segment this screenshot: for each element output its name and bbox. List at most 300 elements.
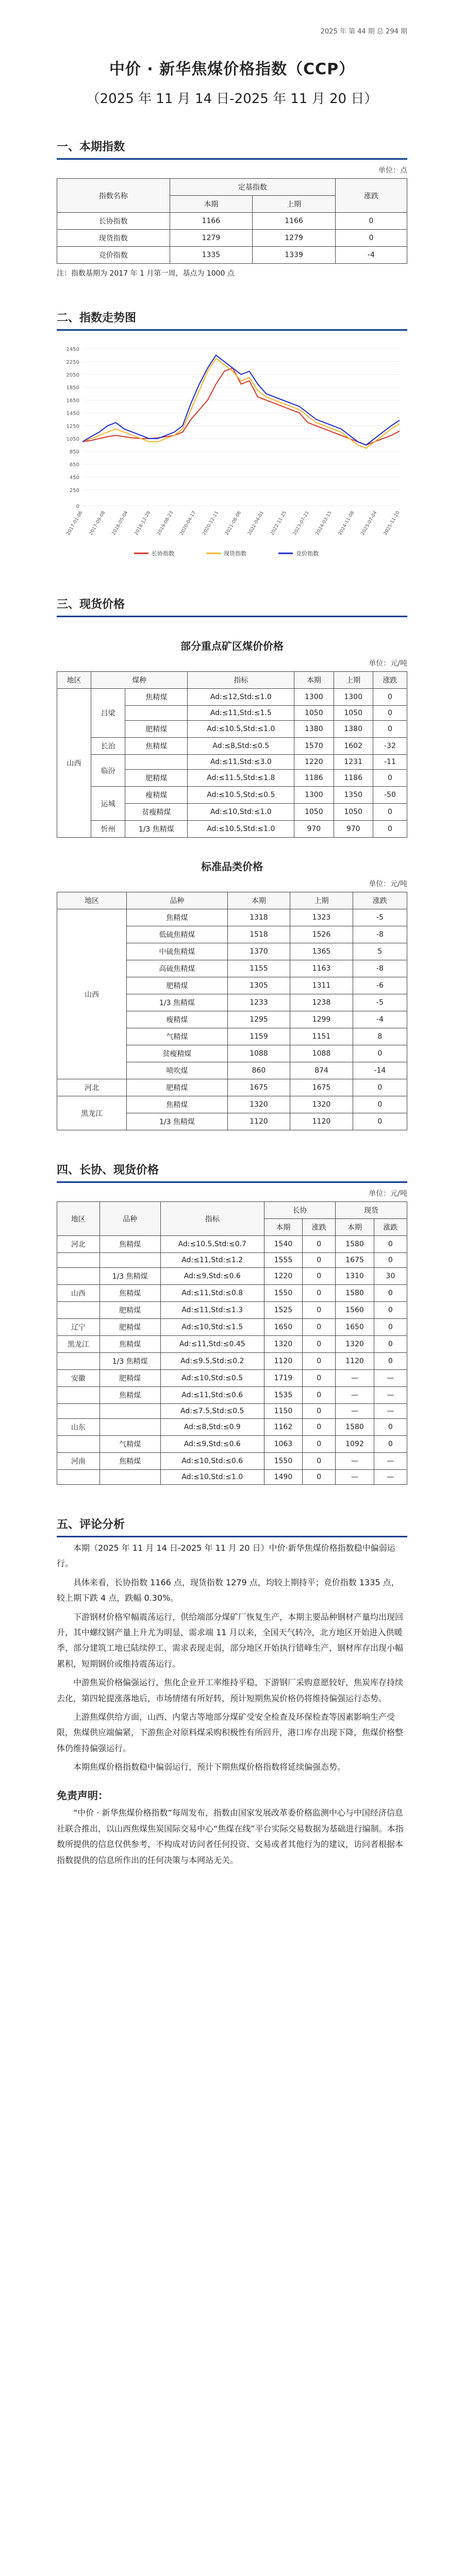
cell: Ad:≤10.5,Std:≤0.5 — [188, 787, 294, 804]
table-row — [57, 1253, 407, 1268]
cell: 河北 — [57, 1079, 127, 1096]
y-tick-label: 850 — [69, 449, 79, 455]
cell: 1675 — [290, 1079, 353, 1096]
y-tick-label: 0 — [76, 504, 79, 510]
cell: 焦精煤 — [125, 738, 188, 755]
header-cell: 指数名称 — [57, 179, 170, 213]
cell: 0 — [373, 721, 407, 738]
header-cell: 指标 — [160, 1202, 264, 1236]
header-cell: 本期 — [294, 672, 334, 689]
header-cell: 本期 — [170, 196, 253, 213]
cell: 焦精煤 — [100, 1336, 160, 1353]
cell: 1166 — [170, 213, 253, 230]
cell: 运城 — [91, 787, 125, 821]
cell: -4 — [353, 1011, 407, 1028]
header-cell: 涨跌 — [335, 179, 407, 213]
y-tick-label: 450 — [69, 474, 79, 481]
cell: 1186 — [294, 770, 334, 787]
cell: -8 — [353, 926, 407, 943]
table-row — [57, 1353, 407, 1370]
cell: 喷吹煤 — [127, 1062, 227, 1079]
cell: 0 — [303, 1370, 336, 1387]
cell: 0 — [374, 1285, 407, 1302]
header-cell: 本期 — [264, 1219, 302, 1236]
cell: Ad:≤10.5,Std:≤1.0 — [188, 721, 294, 738]
header-cell: 指标 — [188, 672, 294, 689]
cell: 0 — [303, 1253, 336, 1268]
cell: 肥精煤 — [100, 1319, 160, 1336]
cell: Ad:≤11,Std:≤1.3 — [160, 1302, 264, 1319]
cell: — — [374, 1370, 407, 1387]
table-row — [57, 1285, 407, 1302]
header-cell: 地区 — [57, 672, 91, 689]
cell: 1155 — [227, 960, 290, 977]
cell: Ad:≤10,Std:≤0.6 — [160, 1453, 264, 1470]
cell: 1159 — [227, 1028, 290, 1045]
x-tick-label: 2025-11-20 — [383, 510, 401, 536]
y-tick-label: 1850 — [66, 385, 79, 391]
cell: Ad:≤12,Std:≤1.0 — [188, 689, 294, 706]
cell: 长治 — [91, 738, 125, 755]
cell: 0 — [374, 1436, 407, 1453]
cell: Ad:≤10,Std:≤1.0 — [160, 1470, 264, 1485]
cell: 肥精煤 — [125, 721, 188, 738]
cell: 1/3 焦精煤 — [127, 994, 227, 1011]
cell: 0 — [353, 1079, 407, 1096]
cell: 1380 — [334, 721, 373, 738]
cell: 1320 — [264, 1336, 302, 1353]
cell: 1320 — [336, 1336, 374, 1353]
header-cell: 品种 — [100, 1202, 160, 1236]
cell: 0 — [303, 1436, 336, 1453]
table-title: 标准品类价格 — [201, 860, 263, 873]
cell: 0 — [373, 821, 407, 838]
cell: Ad:≤11,Std:≤1.2 — [160, 1253, 264, 1268]
table-row — [57, 213, 407, 230]
header-cell: 上期 — [253, 196, 336, 213]
x-tick-label: 2021-08-06 — [224, 510, 243, 536]
disclaimer-title: 免责声明： — [57, 1789, 108, 1802]
table-row — [57, 1387, 407, 1404]
cell: 1050 — [334, 706, 373, 721]
x-tick-label: 2017-01-06 — [65, 510, 84, 536]
table-row — [57, 821, 407, 838]
cell: 1650 — [336, 1319, 374, 1336]
cell: 贫瘦精煤 — [127, 1045, 227, 1062]
cell: -5 — [353, 994, 407, 1011]
cell: Ad:≤10.5,Std:≤0.7 — [160, 1236, 264, 1253]
cell: 860 — [227, 1062, 290, 1079]
unit-label: 单位：元/吨 — [369, 1190, 407, 1198]
cell: 0 — [374, 1336, 407, 1353]
table-row — [57, 1419, 407, 1436]
table-row — [57, 755, 407, 770]
cell: 1650 — [264, 1319, 302, 1336]
cell: 0 — [374, 1419, 407, 1436]
cell — [57, 1436, 100, 1453]
series-line — [82, 359, 400, 448]
y-tick-label: 250 — [69, 487, 79, 494]
cell: 肥精煤 — [127, 977, 227, 994]
cell: 1238 — [290, 994, 353, 1011]
cell: 1050 — [294, 804, 334, 821]
cell: 1318 — [227, 909, 290, 926]
cell: — — [374, 1387, 407, 1404]
header-cell: 上期 — [290, 892, 353, 909]
table-row — [57, 1453, 407, 1470]
cell: — — [336, 1470, 374, 1485]
cell: Ad:≤10,Std:≤0.5 — [160, 1370, 264, 1387]
header-cell: 本期 — [227, 892, 290, 909]
cell: Ad:≤10,Std:≤1.5 — [160, 1319, 264, 1336]
section-heading: 一、本期指数 — [57, 141, 125, 154]
legend-label: 竞价指数 — [296, 550, 319, 557]
cell — [57, 1353, 100, 1370]
index-trend-chart — [57, 341, 407, 565]
cell: 1675 — [336, 1253, 374, 1268]
cell: 山西 — [57, 909, 127, 1079]
cell: 1/3 焦精煤 — [127, 1113, 227, 1130]
table-row — [57, 787, 407, 804]
cell: -14 — [353, 1062, 407, 1079]
y-tick-label: 2250 — [66, 359, 79, 365]
cell: 1526 — [290, 926, 353, 943]
cell: 0 — [374, 1319, 407, 1336]
y-tick-label: 1450 — [66, 411, 79, 417]
header-cell: 现货 — [336, 1202, 407, 1219]
section-heading: 五、评论分析 — [57, 1518, 125, 1531]
spot-key-table — [57, 671, 407, 838]
cell: 黑龙江 — [57, 1096, 127, 1130]
cell: 1580 — [336, 1285, 374, 1302]
table-row — [57, 1236, 407, 1253]
cell — [57, 1404, 100, 1419]
cell: 30 — [374, 1268, 407, 1285]
section-heading: 二、指数走势图 — [57, 312, 137, 325]
cell: 1063 — [264, 1436, 302, 1453]
cell: Ad:≤10,Std:≤1.0 — [188, 804, 294, 821]
cell: 贫瘦精煤 — [125, 804, 188, 821]
cell: 瘦精煤 — [127, 1011, 227, 1028]
cell: 忻州 — [91, 821, 125, 838]
cell: 1279 — [170, 230, 253, 247]
trend-chart-svg — [57, 341, 407, 563]
y-tick-label: 1050 — [66, 436, 79, 443]
cell: 1220 — [264, 1268, 302, 1285]
cell: 1220 — [294, 755, 334, 770]
cell: 中硫焦精煤 — [127, 943, 227, 960]
cell: 0 — [303, 1319, 336, 1336]
cell: 874 — [290, 1062, 353, 1079]
cell: 1050 — [334, 804, 373, 821]
cell: — — [374, 1470, 407, 1485]
cell: 1/3 焦精煤 — [125, 821, 188, 838]
cell: 安徽 — [57, 1370, 100, 1387]
cell: 1535 — [264, 1387, 302, 1404]
index-table — [57, 178, 407, 264]
x-tick-label: 2020-12-11 — [202, 510, 220, 536]
cell: 0 — [303, 1285, 336, 1302]
cell: 1350 — [334, 787, 373, 804]
cell: 1/3 焦精煤 — [100, 1268, 160, 1285]
table-title: 部分重点矿区煤价价格 — [180, 640, 284, 652]
x-tick-label: 2024-11-08 — [337, 510, 356, 536]
header-cell: 涨跌 — [373, 672, 407, 689]
cell: 1310 — [336, 1268, 374, 1285]
report-title: 中价 · 新华焦煤价格指数（CCP） — [109, 60, 355, 78]
header-cell: 地区 — [57, 1202, 100, 1236]
cell: 1233 — [227, 994, 290, 1011]
cell: 肥精煤 — [100, 1370, 160, 1387]
legend-label: 现货指数 — [224, 550, 246, 557]
cell: -8 — [353, 960, 407, 977]
cell: 8 — [353, 1028, 407, 1045]
analysis-paragraph: 下游钢材价格窄幅震荡运行，供给端部分煤矿厂恢复生产，本期主要品种钢材产量均出现回升，其中螺纹钢产量上升尤为明显，需求端 11 月以来，全国天气转冷，北方地区开始进入供暖季，部分建筑工地已陆续停工，需求表现走弱，部分地区开始执行错峰生产，钢材库存出现小幅累积，短期钢价或维持震荡运行。 — [57, 1612, 404, 1669]
table-row — [57, 689, 407, 706]
header-cell: 长协 — [264, 1202, 336, 1219]
cell: — — [336, 1404, 374, 1419]
x-tick-label: 2019-08-23 — [156, 510, 175, 536]
cell: 1320 — [227, 1096, 290, 1113]
unit-label: 单位：元/吨 — [369, 659, 407, 668]
cell: — — [374, 1453, 407, 1470]
cell: 焦精煤 — [125, 689, 188, 706]
cell: 1560 — [336, 1302, 374, 1319]
cell: 1231 — [334, 755, 373, 770]
cell: 1166 — [253, 213, 336, 230]
cell: 1088 — [227, 1045, 290, 1062]
section-heading: 三、现货价格 — [57, 598, 125, 611]
table-row — [57, 1370, 407, 1387]
cell: 1120 — [336, 1353, 374, 1370]
cell — [100, 1253, 160, 1268]
cell: 气精煤 — [100, 1436, 160, 1453]
header-cell: 品种 — [127, 892, 227, 909]
cell: 1335 — [170, 247, 253, 264]
analysis — [0, 1540, 464, 1775]
analysis-paragraph: 本期（2025 年 11 月 14 日-2025 年 11 月 20 日）中价·新华焦煤价格指数稳中偏弱运行。 — [57, 1543, 395, 1569]
cell: 1490 — [264, 1470, 302, 1485]
cell: 山西 — [57, 689, 91, 838]
table-row — [57, 1404, 407, 1419]
cell: 1/3 焦精煤 — [100, 1353, 160, 1370]
cell: 0 — [353, 1113, 407, 1130]
cell — [125, 706, 188, 721]
cell: 1570 — [294, 738, 334, 755]
cell: Ad:≤11,Std:≤3.0 — [188, 755, 294, 770]
cell: Ad:≤11.5,Std:≤1.8 — [188, 770, 294, 787]
cell: 河南 — [57, 1453, 100, 1470]
cell: Ad:≤8,Std:≤0.5 — [188, 738, 294, 755]
cell: -11 — [373, 755, 407, 770]
table-row — [57, 738, 407, 755]
cell: 1580 — [336, 1419, 374, 1436]
table-row — [57, 1470, 407, 1485]
x-tick-label: 2025-07-04 — [360, 510, 378, 536]
cell: 1550 — [264, 1285, 302, 1302]
cell: 0 — [335, 213, 407, 230]
table-row — [57, 1302, 407, 1319]
cell: 1163 — [290, 960, 353, 977]
cell: 1518 — [227, 926, 290, 943]
x-tick-label: 2018-12-28 — [134, 510, 152, 536]
header-cell: 上期 — [334, 672, 373, 689]
cell: -4 — [335, 247, 407, 264]
table-row — [57, 1336, 407, 1353]
y-tick-label: 2450 — [66, 347, 79, 352]
cell: — — [336, 1370, 374, 1387]
cell: 0 — [303, 1453, 336, 1470]
cell — [100, 1419, 160, 1436]
cell: 1365 — [290, 943, 353, 960]
cell: 焦精煤 — [127, 1096, 227, 1113]
cell: 1339 — [253, 247, 336, 264]
cell: 1602 — [334, 738, 373, 755]
cell: 焦精煤 — [127, 909, 227, 926]
issue-meta: 2025 年 第 44 期 总 294 期 — [320, 28, 407, 36]
table-row — [57, 1436, 407, 1453]
cell: 1300 — [294, 787, 334, 804]
cell: Ad:≤9.5,Std:≤0.2 — [160, 1353, 264, 1370]
cell: 970 — [294, 821, 334, 838]
cell — [100, 1404, 160, 1419]
cell: 1151 — [290, 1028, 353, 1045]
cell: — — [336, 1387, 374, 1404]
cell: 瘦精煤 — [125, 787, 188, 804]
header-cell: 涨跌 — [303, 1219, 336, 1236]
cell: 1323 — [290, 909, 353, 926]
cell: 0 — [373, 689, 407, 706]
cell: 1120 — [290, 1113, 353, 1130]
cell: 黑龙江 — [57, 1336, 100, 1353]
table-row — [57, 1268, 407, 1285]
long-spot-body — [57, 1236, 407, 1485]
cell: 1150 — [264, 1404, 302, 1419]
cell: 长协指数 — [57, 213, 170, 230]
legend-label: 长协指数 — [152, 550, 174, 557]
header-cell: 涨跌 — [374, 1219, 407, 1236]
cell: 吕梁 — [91, 689, 125, 738]
cell: 低硫焦精煤 — [127, 926, 227, 943]
cell: 0 — [303, 1336, 336, 1353]
cell: 1299 — [290, 1011, 353, 1028]
cell: 1092 — [336, 1436, 374, 1453]
cell: 1380 — [294, 721, 334, 738]
table-row — [57, 247, 407, 264]
cell: 焦精煤 — [100, 1236, 160, 1253]
y-tick-label: 2050 — [66, 372, 79, 378]
cell: 肥精煤 — [100, 1302, 160, 1319]
cell: 970 — [334, 821, 373, 838]
cell: 1088 — [290, 1045, 353, 1062]
table-row — [57, 1319, 407, 1336]
x-tick-label: 2024-03-15 — [314, 510, 333, 536]
cell: 现货指数 — [57, 230, 170, 247]
x-tick-label: 2023-07-21 — [292, 510, 310, 536]
report-period: （2025 年 11 月 14 日-2025 年 11 月 20 日） — [86, 91, 378, 107]
cell: 1305 — [227, 977, 290, 994]
cell — [57, 1253, 100, 1268]
cell: 1120 — [227, 1113, 290, 1130]
cell: 1555 — [264, 1253, 302, 1268]
cell: 高硫焦精煤 — [127, 960, 227, 977]
cell — [57, 1470, 100, 1485]
table-row — [57, 909, 407, 926]
cell — [125, 755, 188, 770]
cell: 1580 — [336, 1236, 374, 1253]
cell: 1675 — [227, 1079, 290, 1096]
cell: 0 — [303, 1387, 336, 1404]
y-tick-label: 650 — [69, 462, 79, 468]
cell: 0 — [353, 1096, 407, 1113]
cell: 肥精煤 — [127, 1079, 227, 1096]
cell: 1719 — [264, 1370, 302, 1387]
cell — [57, 1387, 100, 1404]
cell: Ad:≤10.5,Std:≤1.0 — [188, 821, 294, 838]
cell: -5 — [353, 909, 407, 926]
cell: 河北 — [57, 1236, 100, 1253]
cell: 肥精煤 — [125, 770, 188, 787]
cell: 0 — [335, 230, 407, 247]
unit-label: 单位：点 — [378, 166, 407, 175]
cell: 0 — [373, 706, 407, 721]
cell: 0 — [303, 1353, 336, 1370]
cell: 1295 — [227, 1011, 290, 1028]
cell: 焦精煤 — [100, 1453, 160, 1470]
cell: 1050 — [294, 706, 334, 721]
section-divider — [57, 1536, 407, 1537]
y-tick-label: 1650 — [66, 398, 79, 404]
cell: 辽宁 — [57, 1319, 100, 1336]
cell: 1279 — [253, 230, 336, 247]
cell: Ad:≤8,Std:≤0.9 — [160, 1419, 264, 1436]
cell — [100, 1470, 160, 1485]
cell: 1300 — [294, 689, 334, 706]
header-cell: 定基指数 — [170, 179, 335, 196]
cell: 焦精煤 — [100, 1387, 160, 1404]
analysis-paragraph: 具体来看，长协指数 1166 点，现货指数 1279 点，均较上期持平；竞价指数 1335 点，较上期下跌 4 点，跌幅 0.30%。 — [57, 1577, 400, 1603]
section-divider — [57, 158, 407, 160]
cell: 0 — [303, 1470, 336, 1485]
cell: 1162 — [264, 1419, 302, 1436]
section-divider — [57, 616, 407, 617]
cell: — — [374, 1404, 407, 1419]
cell: 临汾 — [91, 755, 125, 787]
cell: 1186 — [334, 770, 373, 787]
cell: 1550 — [264, 1453, 302, 1470]
cell: 5 — [353, 943, 407, 960]
cell: Ad:≤11,Std:≤0.45 — [160, 1336, 264, 1353]
cell: 0 — [374, 1302, 407, 1319]
cell: Ad:≤11,Std:≤1.5 — [188, 706, 294, 721]
cell: 竞价指数 — [57, 247, 170, 264]
header-cell: 本期 — [336, 1219, 374, 1236]
cell: 1525 — [264, 1302, 302, 1319]
cell: 0 — [303, 1404, 336, 1419]
cell: 0 — [303, 1419, 336, 1436]
y-tick-label: 1250 — [66, 423, 79, 430]
cell: Ad:≤11,Std:≤0.8 — [160, 1285, 264, 1302]
disclaimer-text: “中价 · 新华焦煤价格指数”每周发布，指数由国家发展改革委价格监测中心与中国经济信息社联合推出，以山西焦煤焦炭国际交易中心“焦煤在线”平台实际交易数据为基础进行编制。本指数所提供的信息仅供参考，不构成对访问者任何投资、交易或者其他行为的建议，访问者根据本指数提供的信息所作出的任何决策与本网站无关。 — [57, 1808, 404, 1865]
cell: 1300 — [334, 689, 373, 706]
cell: -6 — [353, 977, 407, 994]
analysis-paragraph: 中游焦炭价格偏强运行，焦化企业开工率维持平稳，下游钢厂采购意愿较好，焦炭库存持续去化，第四轮提涨落地后，市场情绪有所好转，预计短期焦炭价格仍将维持偏强运行态势。 — [57, 1677, 404, 1703]
cell: Ad:≤9,Std:≤0.6 — [160, 1268, 264, 1285]
cell: 1370 — [227, 943, 290, 960]
table-row — [57, 230, 407, 247]
cell: 0 — [373, 804, 407, 821]
section-heading: 四、长协、现货价格 — [57, 1164, 159, 1177]
